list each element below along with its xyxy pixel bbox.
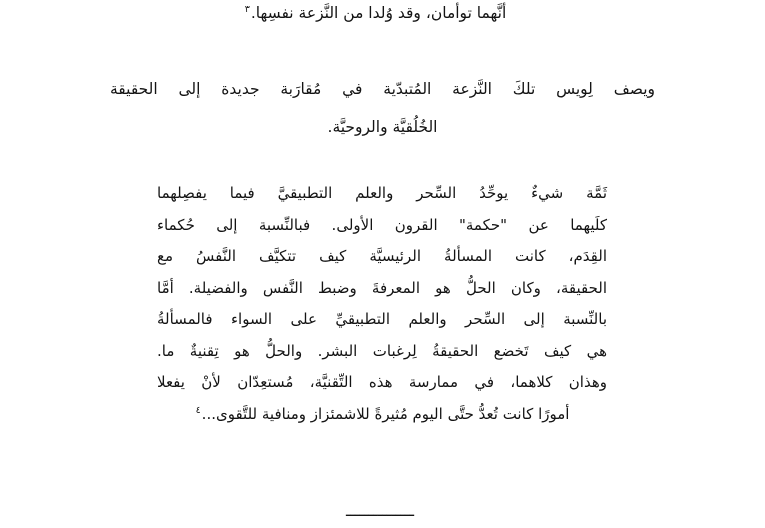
- quotation-line: القِدَم، كانت المسألةُ الرئيسيَّة كيف تتكيَّف النَّفسُ مع: [157, 247, 607, 265]
- footnote-marker-4: ٤: [195, 404, 201, 416]
- quotation-line: الحقيقة، وكان الحلُّ هو المعرفةَ وضبط النَّفس والفضيلة. أمَّا: [157, 278, 607, 297]
- quotation-line: كلَيهما عن "حكمة" القرون الأولى. فبالنِّسبة إلى حُكماء: [157, 215, 607, 234]
- quotation-line: بالنِّسبة إلى السِّحر والعلم التطبيقيِّ على السواء فالمسألةُ: [157, 310, 607, 328]
- quotation-line-last: [157, 399, 607, 431]
- paragraph-top-fragment: [165, 0, 585, 30]
- quotation-line: وهذان كلاهما، في ممارسة هذه التِّقنيَّة، مُستعِدّان لأنْ يفعلا: [157, 373, 607, 391]
- quotation-line-last-text: أمورًا كانت تُعدُّ حتَّى اليوم مُثيرةً للاشمئزاز ومنافية للتَّقوى...: [201, 404, 570, 423]
- footnote-marker-3: ٣: [244, 3, 250, 15]
- paragraph-top-text: أنَّهما توأمان، وقد وُلدا من النَّزعة نفسِها.: [250, 4, 507, 22]
- quotation-line: هي كيف تَخضع الحقيقةُ لِرغبات البشر. والحلُّ هو تِقنيةٌ ما.: [157, 341, 607, 360]
- paragraph-second-line-1: ويصف لِويس تلكَ النَّزعة المُتبدّية في مُقارَبة جديدة إلى الحقيقة: [110, 80, 655, 98]
- quotation-line: ثَمَّة شيءٌ يوحِّدُ السِّحر والعلم التطبيقيَّ فيما يفصِلهما: [157, 184, 607, 202]
- paragraph-quotation: [157, 178, 607, 430]
- paragraph-second-line-2: الخُلُقيَّة والروحيَّة.: [327, 118, 438, 136]
- paragraph-second: [110, 70, 655, 146]
- paragraph-bottom-fragment: ـــــــــــــــ: [345, 502, 415, 520]
